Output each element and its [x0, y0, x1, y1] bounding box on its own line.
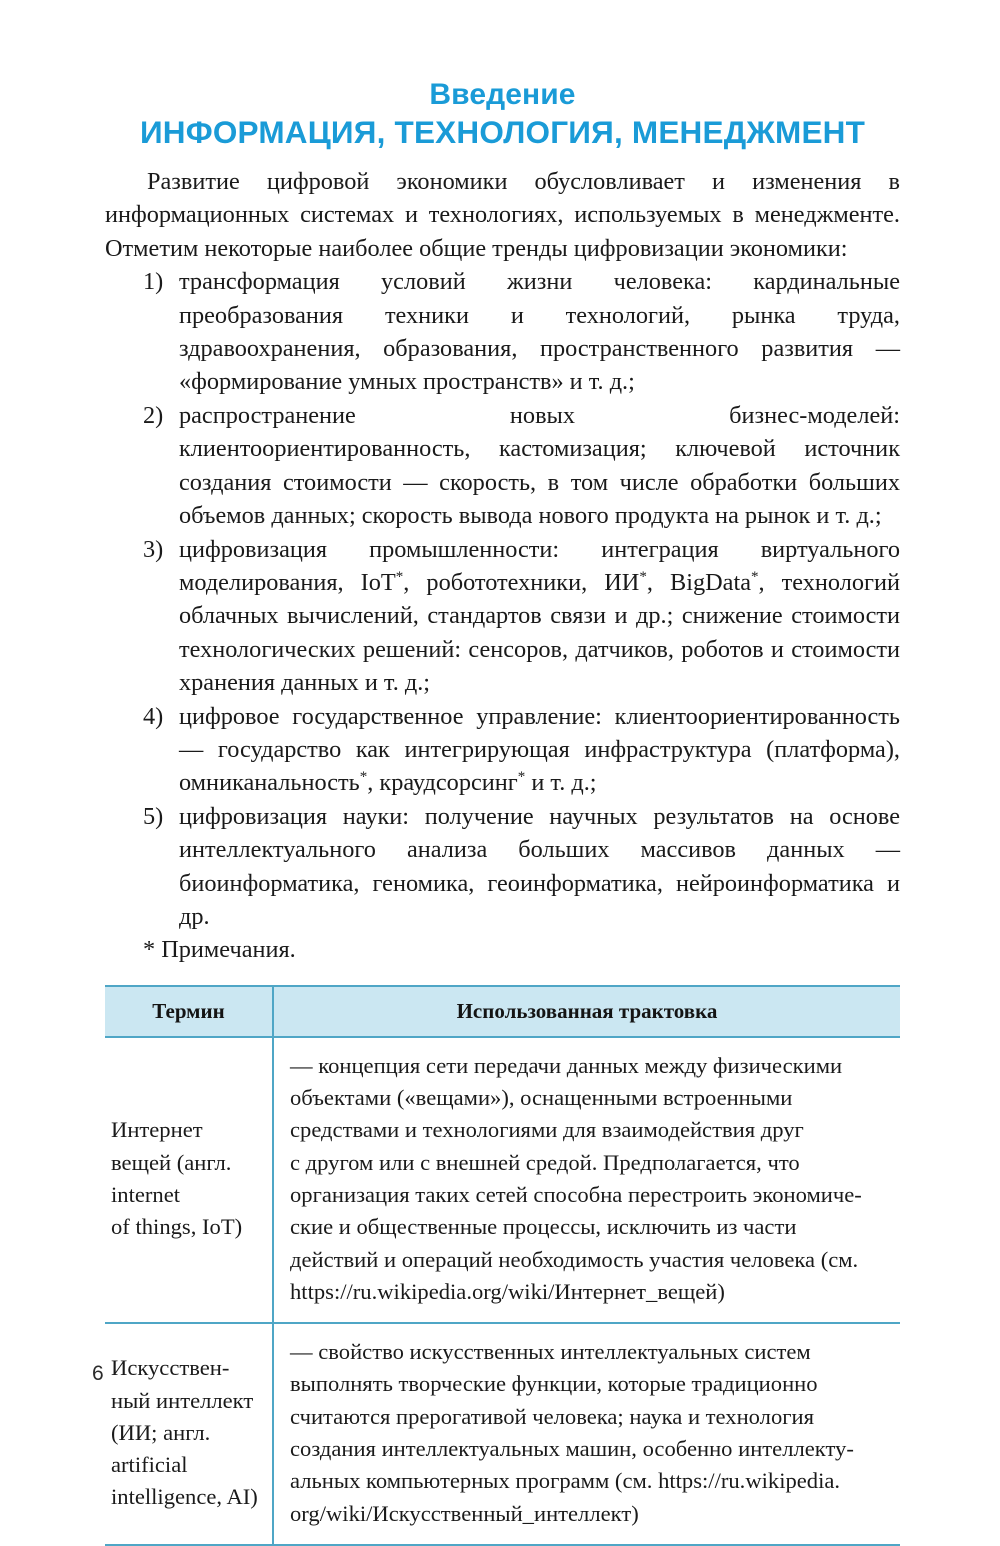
- text-part: , технологий облачных вычислений, стандартов связи и др.; снижение стоимости технологических решений: сенсоров, датчиков, роботов и стоимости хранения данных и т. д.;: [179, 568, 900, 697]
- page-number: 6: [92, 1362, 104, 1385]
- list-item-text: [179, 533, 900, 700]
- footnote-asterisk: *: [517, 769, 526, 786]
- term-line: artificial: [111, 1452, 188, 1478]
- table-row: [105, 1037, 900, 1323]
- list-marker: 2): [143, 401, 164, 429]
- definition-line: объектами («вещами»), оснащенными встроенными: [290, 1085, 793, 1111]
- heading-title: ИНФОРМАЦИЯ, ТЕХНОЛОГИЯ, МЕНЕДЖМЕНТ: [139, 113, 866, 150]
- footnote-asterisk: *: [395, 568, 404, 585]
- table-header-row: [105, 986, 900, 1037]
- table-row: [105, 1323, 900, 1545]
- definition-cell: [273, 1037, 900, 1323]
- term-line: Искусствен-: [111, 1355, 230, 1381]
- term-cell: [105, 1323, 273, 1545]
- definition-cell: [273, 1323, 900, 1545]
- list-item: [105, 533, 900, 700]
- text-part: , BigData: [646, 568, 751, 596]
- list-item: [105, 800, 900, 934]
- footnote-asterisk: *: [359, 769, 368, 786]
- term-line: Интернет: [111, 1117, 203, 1143]
- terms-table: [105, 985, 900, 1546]
- text-part: и т. д.;: [525, 769, 597, 797]
- column-header-definition: Использованная трактовка: [273, 986, 900, 1037]
- list-item-text: [179, 700, 900, 800]
- trends-list: [105, 265, 900, 933]
- definition-line: создания интеллектуальных машин, особенно интеллекту-: [290, 1436, 854, 1462]
- list-marker: 4): [143, 702, 164, 730]
- definition-line: средствами и технологиями для взаимодействия друг: [290, 1117, 804, 1143]
- definition-line: выполнять творческие функции, которые традиционно: [290, 1371, 818, 1397]
- list-marker: 1): [143, 268, 164, 296]
- lead-paragraph: Развитие цифровой экономики обусловливает и изменения в информационных системах и технологиях, используемых в менеджменте. Отметим некоторые наиболее общие тренды цифровизации экономики:: [105, 167, 900, 262]
- text-part: , робототехники, ИИ: [403, 568, 640, 596]
- heading-kicker: Введение: [429, 78, 576, 111]
- definition-line: https://ru.wikipedia.org/wiki/Интернет_вещей): [290, 1278, 725, 1304]
- list-item: [105, 700, 900, 800]
- term-line: of things, IoT): [111, 1214, 243, 1240]
- page-title: [105, 78, 900, 151]
- definition-line: ские и общественные процессы, исключить из части: [290, 1214, 797, 1240]
- term-line: intelligence, AI): [111, 1484, 258, 1510]
- list-marker: 5): [143, 802, 164, 830]
- definition-line: — концепция сети передачи данных между физическими: [290, 1052, 843, 1078]
- text-part: цифровое государственное управление: клиентоориентированность — государство как интегрирующая инфраструктура (платформа), омниканальность: [179, 702, 900, 797]
- term-cell: [105, 1037, 273, 1323]
- list-item: [105, 265, 900, 399]
- text-part: , краудсорсинг: [367, 769, 518, 797]
- footnote-asterisk: *: [751, 568, 759, 585]
- definition-line: — свойство искусственных интеллектуальных систем: [290, 1339, 811, 1365]
- definition-line: организация таких сетей способна перестроить экономиче-: [290, 1181, 862, 1207]
- term-line: ный интеллект: [111, 1387, 254, 1413]
- list-item-text: распространение новых бизнес-моделей: клиентоориентированность, кастомизация; ключевой источник создания стоимости — скорость, в том числе обработки больших объемов данных; скорость вывода нового продукта на рынок и т. д.;: [179, 401, 900, 530]
- term-line: вещей (англ.: [111, 1149, 232, 1175]
- list-item-text: цифровизация науки: получение научных результатов на основе интеллектуального анализа больших массивов данных — биоинформатика, геномика, геоинформатика, нейроинформатика и др.: [179, 802, 900, 930]
- definition-line: считаются прерогативой человека; наука и технология: [290, 1403, 814, 1429]
- term-line: (ИИ; англ.: [111, 1419, 211, 1445]
- list-marker: 3): [143, 535, 164, 563]
- term-line: internet: [111, 1181, 181, 1207]
- definition-line: с другом или с внешней средой. Предполагается, что: [290, 1149, 800, 1175]
- column-header-term: Термин: [105, 986, 273, 1037]
- list-item: [105, 399, 900, 533]
- definition-line: действий и операций необходимость участия человека (см.: [290, 1246, 859, 1272]
- footnote-asterisk: *: [639, 568, 647, 585]
- definition-line: org/wiki/Искусственный_интеллект): [290, 1500, 639, 1526]
- definition-line: альных компьютерных программ (см. https://ru.wikipedia.: [290, 1468, 841, 1494]
- list-item-text: трансформация условий жизни человека: кардинальные преобразования техники и технологий, рынка труда, здравоохранения, образования, пространственного развития — «формирование умных пространств» и т. д.;: [179, 268, 900, 396]
- footnote-note: * Примечания.: [143, 936, 296, 964]
- text-part: цифровизация промышленности: интеграция виртуального моделирования, IoT: [179, 535, 900, 596]
